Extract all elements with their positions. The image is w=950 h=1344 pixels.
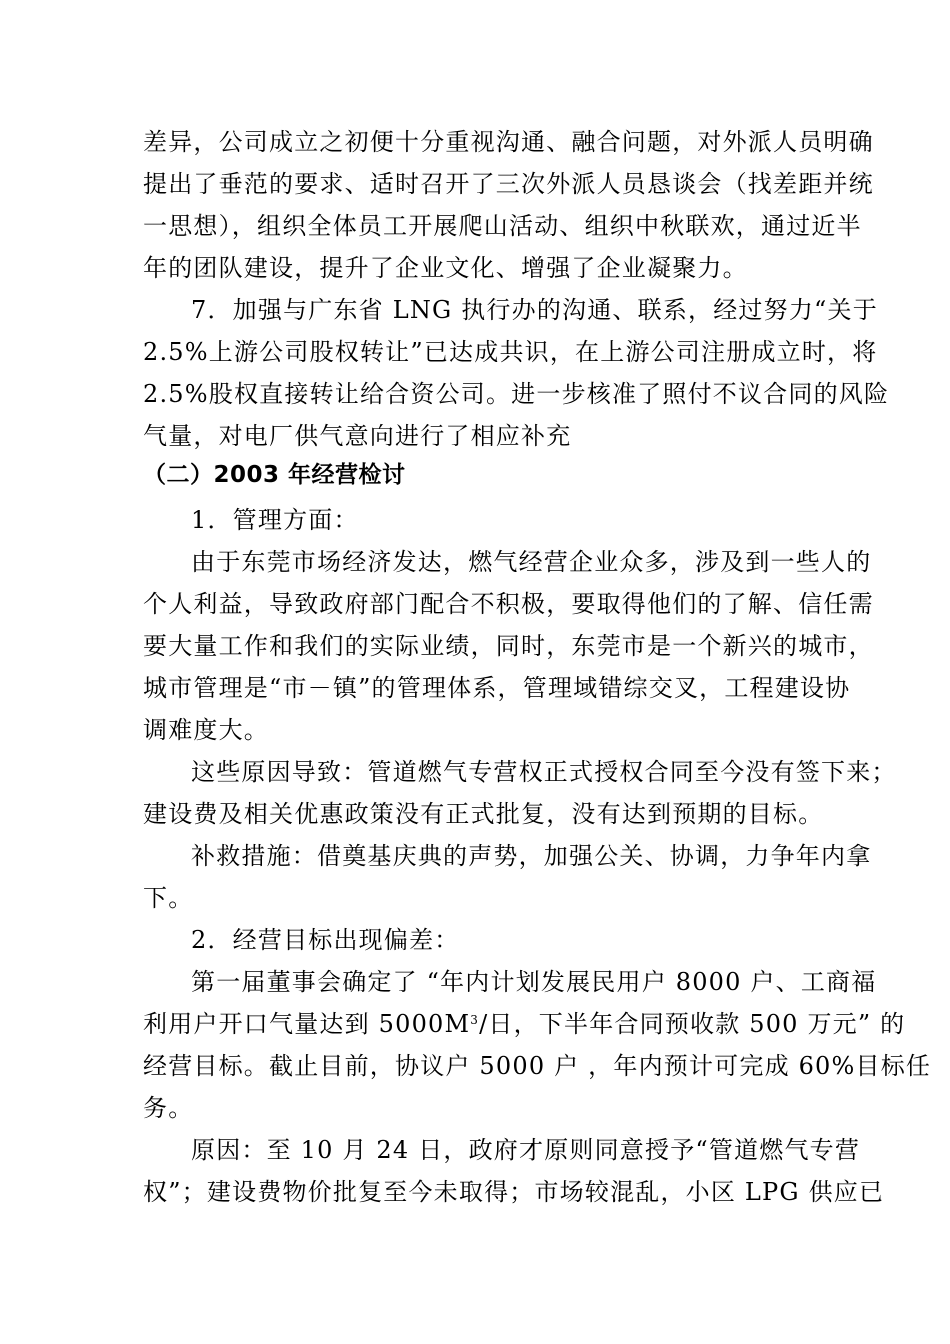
paragraph-line: 补救措施：借奠基庆典的声势，加强公关、协调，力争年内拿 xyxy=(191,842,872,870)
paragraph-line: 个人利益，导致政府部门配合不积极，要取得他们的了解、信任需 xyxy=(143,590,874,618)
paragraph-line: 原因：至 10 月 24 日，政府才原则同意授予“管道燃气专营 xyxy=(191,1136,861,1164)
paragraph-line: 第一届董事会确定了 “年内计划发展民用户 8000 户、工商福 xyxy=(191,968,877,996)
section-heading: （二）2003 年经营检讨 xyxy=(143,462,406,488)
paragraph-line: 经营目标。截止目前，协议户 5000 户 ，年内预计可完成 60%目标任 xyxy=(143,1052,932,1080)
paragraph-line: 调难度大。 xyxy=(143,716,269,744)
paragraph-line: 气量，对电厂供气意向进行了相应补充 xyxy=(143,422,572,450)
line-text-after-superscript: /日，下半年合同预收款 500 万元” 的 xyxy=(479,1010,906,1038)
paragraph-line: 2.5%上游公司股权转让”已达成共识，在上游公司注册成立时，将 xyxy=(143,338,878,366)
paragraph-line: 要大量工作和我们的实际业绩，同时，东莞市是一个新兴的城市， xyxy=(143,632,874,660)
paragraph-line: 权”；建设费物价批复至今未取得；市场较混乱，小区 LPG 供应已 xyxy=(143,1178,885,1206)
line-text-before-superscript: 利用户开口气量达到 5000M xyxy=(143,1010,471,1038)
paragraph-line xyxy=(143,1009,906,1039)
paragraph-line: 建设费及相关优惠政策没有正式批复，没有达到预期的目标。 xyxy=(143,800,824,828)
paragraph-line: 下。 xyxy=(143,884,194,912)
paragraph-line: 差异，公司成立之初便十分重视沟通、融合问题，对外派人员明确 xyxy=(143,128,874,156)
subsection-heading: 2．经营目标出现偏差： xyxy=(191,926,460,954)
paragraph-line: 这些原因导致：管道燃气专营权正式授权合同至今没有签下来； xyxy=(191,758,897,786)
paragraph-line: 由于东莞市场经济发达，燃气经营企业众多，涉及到一些人的 xyxy=(191,548,872,576)
subsection-heading: 1．管理方面： xyxy=(191,506,359,534)
paragraph-line: 年的团队建设，提升了企业文化、增强了企业凝聚力。 xyxy=(143,254,748,282)
paragraph-line: 7．加强与广东省 LNG 执行办的沟通、联系，经过努力“关于 xyxy=(191,296,878,324)
paragraph-line: 一思想），组织全体员工开展爬山活动、组织中秋联欢，通过近半 xyxy=(143,212,862,240)
paragraph-line: 务。 xyxy=(143,1094,194,1122)
paragraph-line: 提出了垂范的要求、适时召开了三次外派人员恳谈会（找差距并统 xyxy=(143,170,874,198)
paragraph-line: 2.5%股权直接转让给合资公司。进一步核准了照付不议合同的风险 xyxy=(143,380,890,408)
paragraph-line: 城市管理是“市－镇”的管理体系，管理域错综交叉，工程建设协 xyxy=(143,674,851,702)
superscript-cubic: 3 xyxy=(470,1013,480,1027)
